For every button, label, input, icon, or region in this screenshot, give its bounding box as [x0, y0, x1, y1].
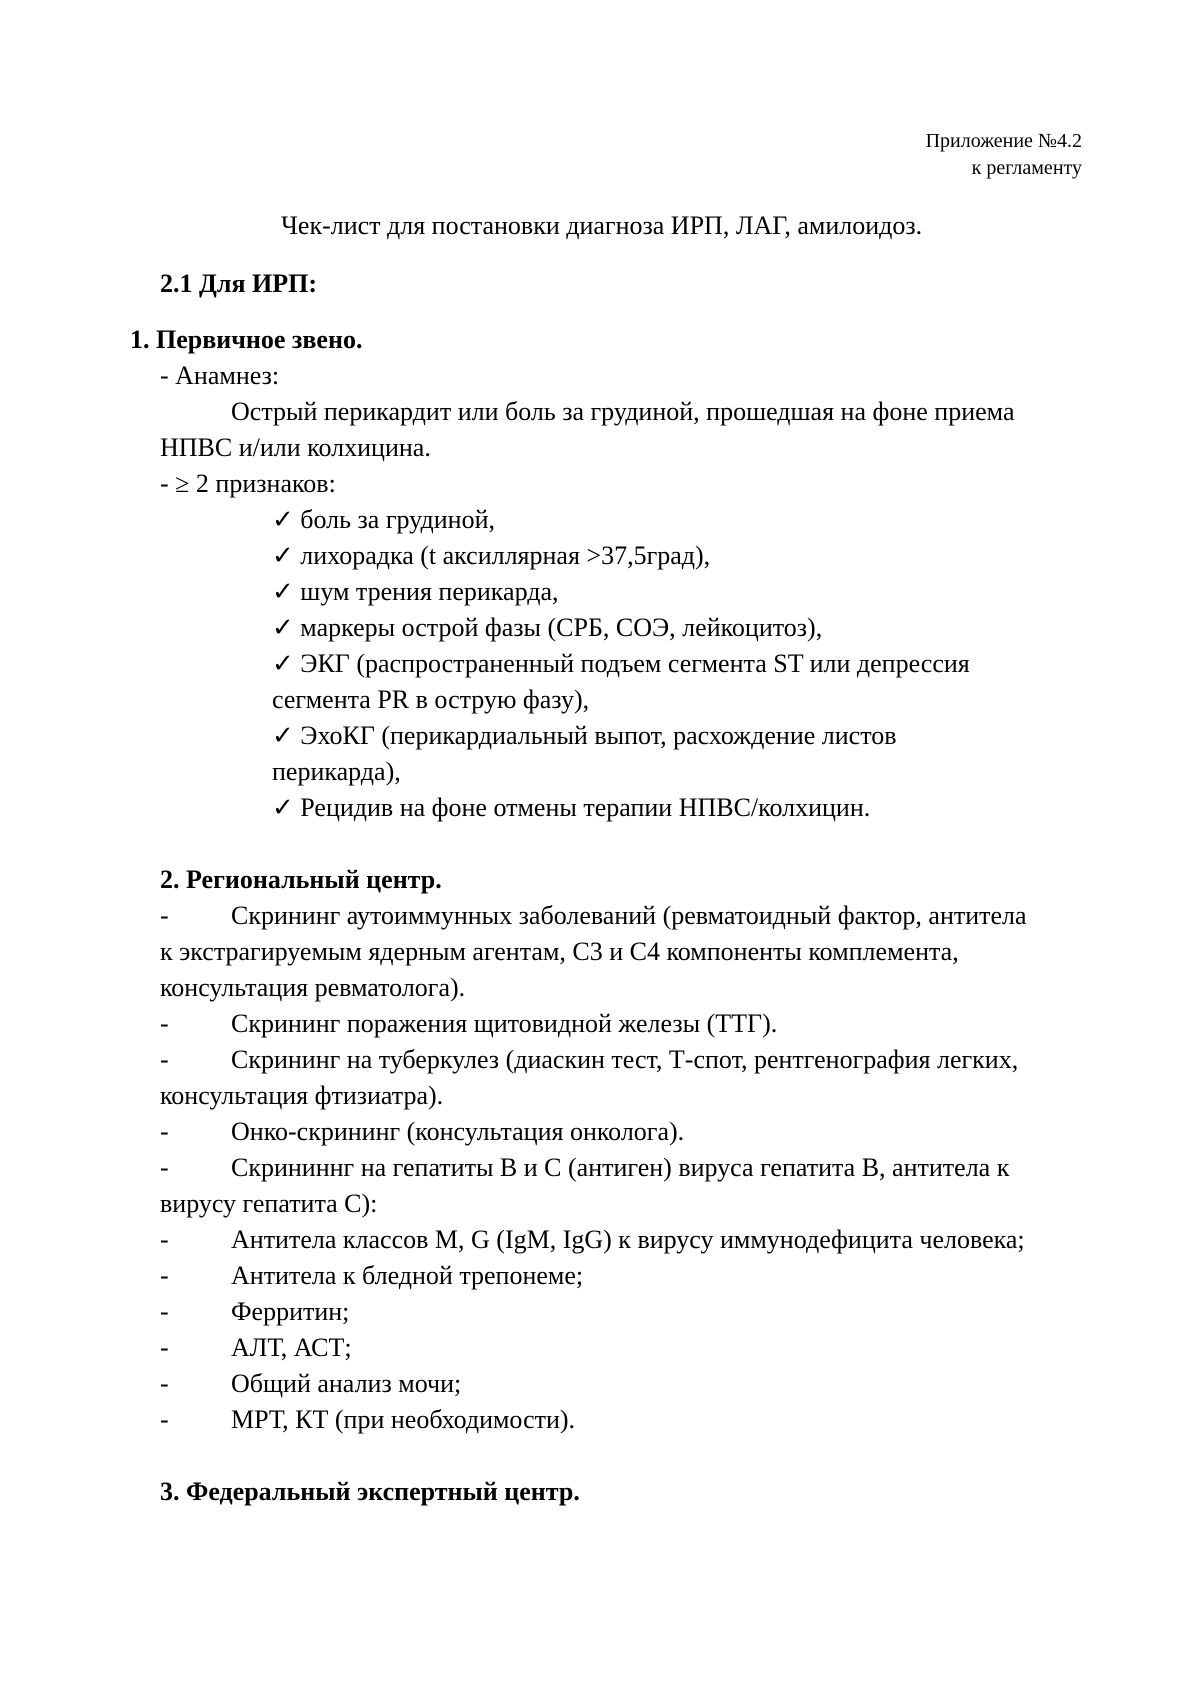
regional-item-continued: к экстрагируемым ядерным агентам, С3 и С4 компоненты комплемента, [160, 937, 959, 966]
sign-item: ✓ ЭКГ (распространенный подъем сегмента ST или депрессия [272, 646, 970, 682]
list-dash: - [160, 1369, 169, 1398]
sign-item: ✓ шум трения перикарда, [272, 574, 559, 610]
sign-item: ✓ ЭхоКГ (перикардиальный выпот, расхождение листов [272, 718, 897, 754]
regional-item: Скрининг аутоиммунных заболеваний (ревматоидный фактор, антитела [231, 901, 1027, 930]
list-dash: - [160, 1261, 169, 1290]
list-dash: - [160, 1225, 169, 1254]
anamnesis-label: - Анамнез: [160, 361, 280, 390]
sign-item: ✓ Рецидив на фоне отмены терапии НПВС/колхицин. [272, 790, 870, 826]
anamnesis-text: НПВС и/или колхицина. [160, 433, 431, 462]
regional-item: Общий анализ мочи; [231, 1369, 462, 1398]
checkmark-icon [272, 577, 300, 606]
regional-item: Антитела к бледной трепонеме; [231, 1261, 584, 1290]
regional-item: Антитела классов M, G (IgM, IgG) к вирусу иммунодефицита человека; [231, 1225, 1025, 1254]
checkmark-icon [272, 649, 300, 678]
list-dash: - [160, 901, 169, 930]
regional-item-continued: вирусу гепатита С): [160, 1189, 378, 1218]
checkmark-icon [272, 505, 300, 534]
list-dash: - [160, 1153, 169, 1182]
appendix-subtitle: к регламенту [971, 157, 1082, 179]
regional-item: Скрининг на туберкулез (диаскин тест, Т-спот, рентгенография легких, [231, 1045, 1019, 1074]
sign-item: ✓ лихорадка (t аксиллярная >37,5град), [272, 538, 710, 574]
checkmark-icon [272, 721, 300, 750]
regional-item: МРТ, КТ (при необходимости). [231, 1405, 576, 1434]
list-dash: - [160, 1297, 169, 1326]
list-dash: - [160, 1045, 169, 1074]
list-dash: - [160, 1009, 169, 1038]
checkmark-icon [272, 793, 300, 822]
sign-item: ✓ маркеры острой фазы (СРБ, СОЭ, лейкоцитоз), [272, 610, 822, 646]
regional-item-continued: консультация ревматолога). [160, 973, 466, 1002]
page-title: Чек-лист для постановки диагноза ИРП, ЛАГ, амилоидоз. [281, 211, 923, 240]
sign-item-continued: сегмента PR в острую фазу), [272, 685, 590, 714]
appendix-number: Приложение №4.2 [925, 130, 1082, 152]
signs-label: - ≥ 2 признаков: [160, 469, 336, 498]
section-heading: 2.1 Для ИРП: [160, 269, 318, 298]
sign-item: ✓ боль за грудиной, [272, 502, 495, 538]
list-dash: - [160, 1117, 169, 1146]
regional-item: Скрининнг на гепатиты В и С (антиген) вируса гепатита В, антитела к [231, 1153, 1010, 1182]
regional-heading: 2. Региональный центр. [160, 865, 442, 894]
sign-item-continued: перикарда), [272, 757, 401, 786]
primary-heading: 1. Первичное звено. [130, 325, 363, 354]
checkmark-icon [272, 541, 300, 570]
regional-item: Скрининг поражения щитовидной железы (ТТГ). [231, 1009, 778, 1038]
federal-heading: 3. Федеральный экспертный центр. [160, 1477, 580, 1506]
regional-item: Онко-скрининг (консультация онколога). [231, 1117, 685, 1146]
regional-item: Ферритин; [231, 1297, 350, 1326]
list-dash: - [160, 1333, 169, 1362]
regional-item-continued: консультация фтизиатра). [160, 1081, 444, 1110]
anamnesis-text: Острый перикардит или боль за грудиной, прошедшая на фоне приема [231, 397, 1015, 426]
checkmark-icon [272, 613, 300, 642]
list-dash: - [160, 1405, 169, 1434]
regional-item: АЛТ, АСТ; [231, 1333, 352, 1362]
